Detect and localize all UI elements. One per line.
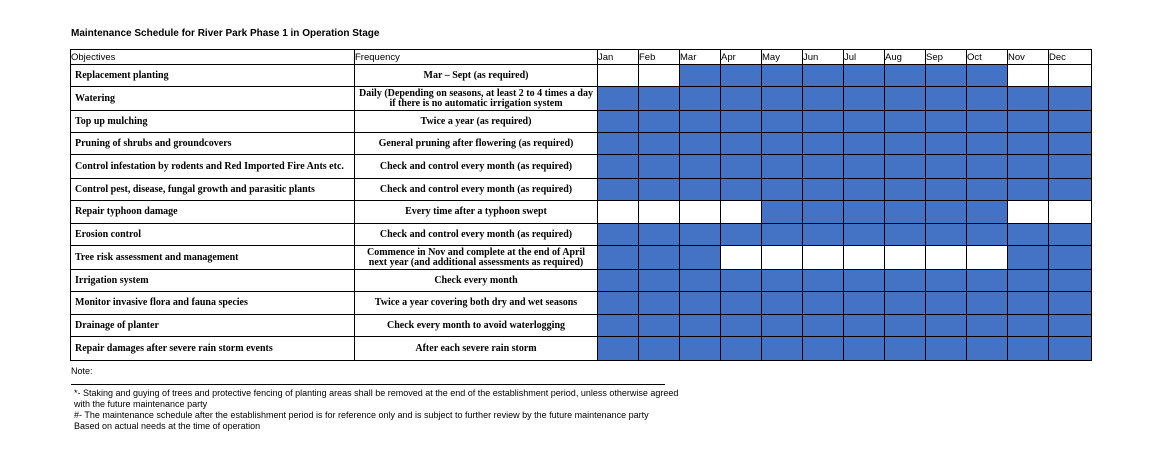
table-row [71,246,1092,270]
month-cell-oct-active [967,292,1008,315]
header-month-may: May [762,50,803,65]
month-cell-mar-active [680,179,721,201]
month-cell-dec-active [1049,246,1092,270]
header-month-oct: Oct [967,50,1008,65]
month-cell-oct-active [967,133,1008,155]
month-cell-may-active [762,179,803,201]
month-cell-oct-active [967,65,1008,87]
header-month-aug: Aug [885,50,926,65]
month-cell-jul-active [844,179,885,201]
schedule-body [71,65,1092,361]
month-cell-nov-inactive [1008,201,1049,224]
objective-cell: Control pest, disease, fungal growth and parasitic plants [71,179,355,201]
month-cell-mar-inactive [680,201,721,224]
objective-cell: Replacement planting [71,65,355,87]
month-cell-oct-inactive [967,246,1008,270]
month-cell-sep-inactive [926,246,967,270]
table-row [71,224,1092,246]
month-cell-feb-active [639,133,680,155]
frequency-cell: Check every month [355,270,598,292]
month-cell-nov-active [1008,111,1049,133]
month-cell-jul-active [844,270,885,292]
month-cell-jan-active [598,155,639,179]
month-cell-aug-inactive [885,246,926,270]
table-row [71,201,1092,224]
month-cell-feb-active [639,315,680,337]
month-cell-sep-active [926,292,967,315]
month-cell-jan-active [598,87,639,111]
month-cell-dec-active [1049,179,1092,201]
month-cell-jun-active [803,87,844,111]
objective-cell: Erosion control [71,224,355,246]
frequency-cell: Twice a year (as required) [355,111,598,133]
month-cell-mar-active [680,315,721,337]
footnote-reference: #- The maintenance schedule after the establishment period is for reference only and is subject to further review by the future maintenance party [74,410,649,420]
month-cell-dec-active [1049,87,1092,111]
frequency-cell: Check and control every month (as required) [355,179,598,201]
month-cell-aug-active [885,337,926,361]
table-row [71,292,1092,315]
month-cell-jul-active [844,111,885,133]
objective-cell: Watering [71,87,355,111]
month-cell-jul-active [844,315,885,337]
month-cell-mar-active [680,292,721,315]
month-cell-may-active [762,224,803,246]
header-month-jul: Jul [844,50,885,65]
page-title: Maintenance Schedule for River Park Phase 1 in Operation Stage [71,28,380,39]
objective-cell: Monitor invasive flora and fauna species [71,292,355,315]
frequency-cell: Daily (Depending on seasons, at least 2 to 4 times a day if there is no automatic irrigation system [355,87,598,111]
month-cell-may-active [762,65,803,87]
month-cell-jul-active [844,201,885,224]
frequency-cell: Twice a year covering both dry and wet seasons [355,292,598,315]
frequency-cell: After each severe rain storm [355,337,598,361]
month-cell-jan-active [598,246,639,270]
month-cell-feb-active [639,270,680,292]
note-label: Note: [71,366,93,376]
month-cell-apr-active [721,155,762,179]
frequency-cell: General pruning after flowering (as required) [355,133,598,155]
footnote-actual-needs: Based on actual needs at the time of operation [74,421,261,431]
month-cell-feb-active [639,292,680,315]
month-cell-aug-active [885,201,926,224]
month-cell-aug-active [885,65,926,87]
month-cell-oct-active [967,87,1008,111]
month-cell-jul-active [844,155,885,179]
month-cell-may-active [762,201,803,224]
month-cell-jan-inactive [598,65,639,87]
table-row [71,155,1092,179]
month-cell-nov-active [1008,155,1049,179]
frequency-cell: Commence in Nov and complete at the end of April next year (and additional assessments as required) [355,246,598,270]
month-cell-jun-active [803,337,844,361]
header-objectives: Objectives [71,50,355,65]
month-cell-mar-active [680,87,721,111]
table-row [71,65,1092,87]
month-cell-nov-active [1008,292,1049,315]
month-cell-jan-active [598,133,639,155]
month-cell-dec-active [1049,155,1092,179]
header-frequency: Frequency [355,50,598,65]
month-cell-jun-active [803,155,844,179]
table-row [71,87,1092,111]
month-cell-apr-active [721,87,762,111]
objective-cell: Top up mulching [71,111,355,133]
month-cell-may-inactive [762,246,803,270]
month-cell-feb-inactive [639,201,680,224]
month-cell-mar-active [680,111,721,133]
month-cell-jan-active [598,315,639,337]
month-cell-may-active [762,315,803,337]
month-cell-apr-active [721,65,762,87]
header-month-sep: Sep [926,50,967,65]
objective-cell: Pruning of shrubs and groundcovers [71,133,355,155]
month-cell-sep-active [926,133,967,155]
month-cell-apr-inactive [721,246,762,270]
month-cell-jul-active [844,133,885,155]
objective-cell: Control infestation by rodents and Red Imported Fire Ants etc. [71,155,355,179]
header-month-nov: Nov [1008,50,1049,65]
month-cell-oct-active [967,224,1008,246]
month-cell-aug-active [885,111,926,133]
month-cell-jan-active [598,179,639,201]
footnotes [74,388,694,432]
month-cell-feb-active [639,246,680,270]
month-cell-feb-active [639,87,680,111]
month-cell-feb-active [639,111,680,133]
month-cell-sep-active [926,270,967,292]
month-cell-jun-active [803,111,844,133]
month-cell-may-active [762,133,803,155]
frequency-cell: Every time after a typhoon swept [355,201,598,224]
month-cell-nov-active [1008,133,1049,155]
month-cell-dec-active [1049,224,1092,246]
month-cell-feb-active [639,179,680,201]
month-cell-may-active [762,111,803,133]
month-cell-apr-active [721,224,762,246]
note-divider [71,384,665,385]
frequency-cell: Check every month to avoid waterlogging [355,315,598,337]
month-cell-jan-active [598,111,639,133]
month-cell-dec-active [1049,337,1092,361]
header-month-mar: Mar [680,50,721,65]
month-cell-feb-active [639,224,680,246]
month-cell-nov-active [1008,179,1049,201]
month-cell-jul-active [844,337,885,361]
header-month-apr: Apr [721,50,762,65]
month-cell-aug-active [885,270,926,292]
month-cell-nov-active [1008,224,1049,246]
month-cell-jan-inactive [598,201,639,224]
month-cell-dec-active [1049,133,1092,155]
month-cell-mar-active [680,246,721,270]
month-cell-mar-active [680,270,721,292]
month-cell-nov-active [1008,270,1049,292]
month-cell-oct-active [967,315,1008,337]
month-cell-jan-active [598,337,639,361]
month-cell-sep-active [926,179,967,201]
month-cell-oct-active [967,270,1008,292]
month-cell-aug-active [885,179,926,201]
footnote-staking: *- Staking and guying of trees and protective fencing of planting areas shall be removed at the end of the establishment period, unless otherwise agreed with the future maintenance party [74,388,679,409]
objective-cell: Irrigation system [71,270,355,292]
header-month-feb: Feb [639,50,680,65]
header-month-dec: Dec [1049,50,1092,65]
month-cell-jul-active [844,87,885,111]
month-cell-jun-active [803,133,844,155]
month-cell-sep-active [926,337,967,361]
month-cell-mar-active [680,224,721,246]
month-cell-jan-active [598,270,639,292]
month-cell-dec-active [1049,315,1092,337]
month-cell-sep-active [926,111,967,133]
month-cell-sep-active [926,315,967,337]
month-cell-apr-active [721,270,762,292]
month-cell-jul-active [844,65,885,87]
table-row [71,337,1092,361]
month-cell-jul-inactive [844,246,885,270]
month-cell-sep-active [926,224,967,246]
month-cell-jun-active [803,270,844,292]
objective-cell: Repair typhoon damage [71,201,355,224]
month-cell-jun-active [803,315,844,337]
month-cell-mar-active [680,155,721,179]
maintenance-schedule-table [70,49,1092,361]
month-cell-oct-active [967,179,1008,201]
month-cell-sep-active [926,87,967,111]
month-cell-aug-active [885,224,926,246]
month-cell-jun-active [803,201,844,224]
month-cell-oct-active [967,111,1008,133]
month-cell-mar-active [680,133,721,155]
month-cell-oct-active [967,155,1008,179]
frequency-cell: Check and control every month (as required) [355,224,598,246]
month-cell-feb-inactive [639,65,680,87]
month-cell-may-active [762,87,803,111]
header-month-jan: Jan [598,50,639,65]
objective-cell: Tree risk assessment and management [71,246,355,270]
month-cell-apr-active [721,337,762,361]
month-cell-feb-active [639,337,680,361]
month-cell-may-active [762,155,803,179]
month-cell-dec-inactive [1049,201,1092,224]
month-cell-apr-active [721,315,762,337]
month-cell-sep-active [926,155,967,179]
month-cell-nov-active [1008,315,1049,337]
frequency-cell: Mar – Sept (as required) [355,65,598,87]
header-month-jun: Jun [803,50,844,65]
month-cell-apr-active [721,133,762,155]
table-row [71,315,1092,337]
month-cell-aug-active [885,292,926,315]
month-cell-jun-active [803,224,844,246]
table-row [71,133,1092,155]
frequency-cell: Check and control every month (as required) [355,155,598,179]
month-cell-apr-inactive [721,201,762,224]
month-cell-feb-active [639,155,680,179]
month-cell-aug-active [885,315,926,337]
month-cell-aug-active [885,155,926,179]
month-cell-may-active [762,292,803,315]
month-cell-jul-active [844,292,885,315]
month-cell-aug-active [885,133,926,155]
month-cell-apr-active [721,179,762,201]
table-row [71,270,1092,292]
month-cell-dec-active [1049,292,1092,315]
month-cell-oct-active [967,201,1008,224]
month-cell-jun-active [803,292,844,315]
month-cell-sep-active [926,201,967,224]
month-cell-nov-inactive [1008,65,1049,87]
month-cell-jun-active [803,179,844,201]
month-cell-nov-active [1008,246,1049,270]
month-cell-nov-active [1008,87,1049,111]
table-row [71,111,1092,133]
objective-cell: Repair damages after severe rain storm events [71,337,355,361]
month-cell-apr-active [721,292,762,315]
table-row [71,179,1092,201]
month-cell-jan-active [598,224,639,246]
month-cell-dec-inactive [1049,65,1092,87]
month-cell-dec-active [1049,111,1092,133]
month-cell-apr-active [721,111,762,133]
month-cell-may-active [762,270,803,292]
objective-cell: Drainage of planter [71,315,355,337]
month-cell-jun-inactive [803,246,844,270]
month-cell-aug-active [885,87,926,111]
month-cell-jan-active [598,292,639,315]
month-cell-jul-active [844,224,885,246]
month-cell-nov-active [1008,337,1049,361]
table-header-row [71,50,1092,65]
month-cell-may-active [762,337,803,361]
month-cell-mar-active [680,65,721,87]
month-cell-sep-active [926,65,967,87]
month-cell-dec-active [1049,270,1092,292]
month-cell-mar-active [680,337,721,361]
month-cell-jun-active [803,65,844,87]
month-cell-oct-active [967,337,1008,361]
